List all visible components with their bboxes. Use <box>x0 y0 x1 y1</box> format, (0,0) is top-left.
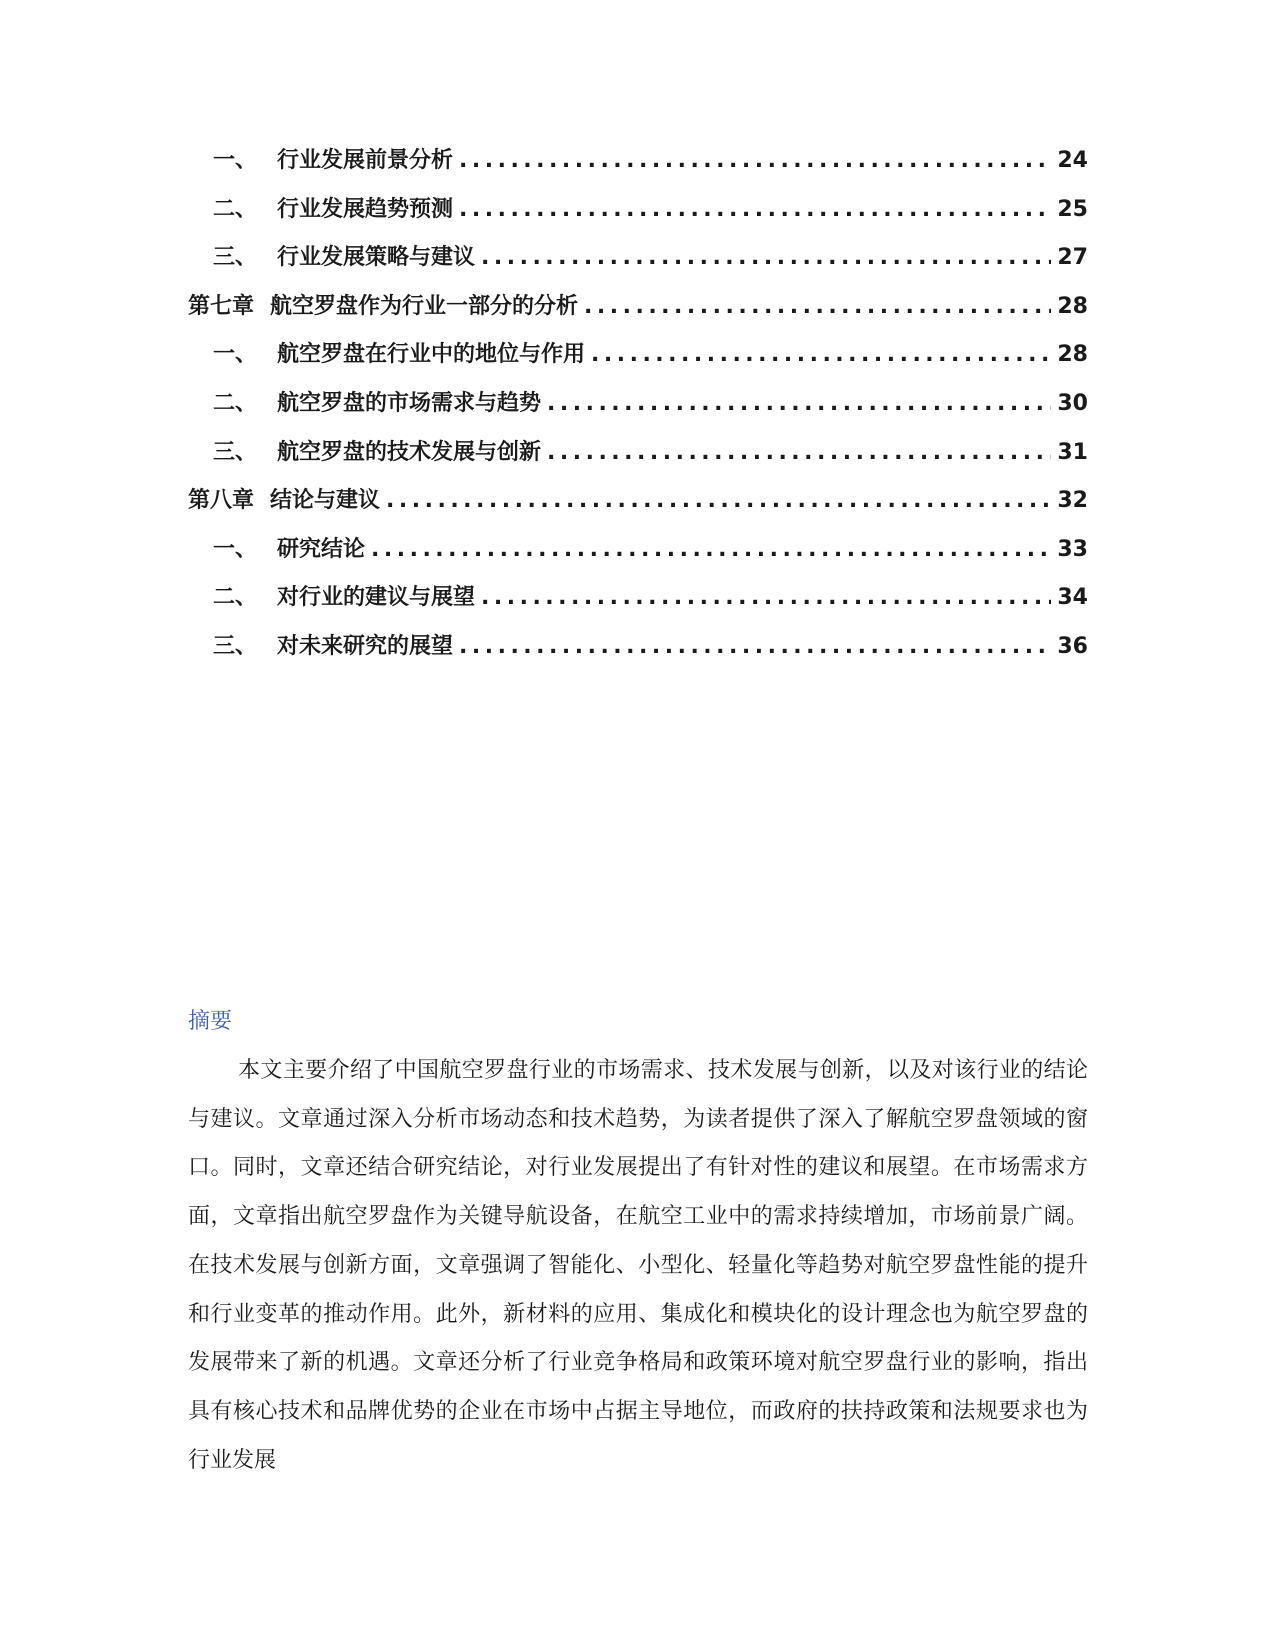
toc-entry-title: 航空罗盘的市场需求与趋势 <box>277 390 542 416</box>
toc-dot-leader <box>371 534 1051 566</box>
toc-entry-title: 行业发展趋势预测 <box>277 196 454 222</box>
toc-entry-number: 一、 <box>213 148 258 173</box>
toc-entry-page: 24 <box>1057 148 1088 173</box>
toc-entry-title: 航空罗盘的技术发展与创新 <box>277 439 542 465</box>
toc-entry-title: 对行业的建议与展望 <box>277 585 476 611</box>
toc-dot-leader <box>459 145 1051 177</box>
toc-entry-page: 31 <box>1057 439 1088 465</box>
toc-chapter-number: 第八章 <box>188 488 255 514</box>
toc-dot-leader <box>591 339 1051 371</box>
toc-entry-number: 一、 <box>213 342 258 368</box>
toc-entry-number: 三、 <box>213 633 258 659</box>
toc-entry[interactable] <box>188 534 1088 583</box>
toc-entry[interactable] <box>188 145 1088 194</box>
toc-entry[interactable] <box>188 582 1088 631</box>
toc-chapter-title: 航空罗盘作为行业一部分的分析 <box>270 293 579 319</box>
toc-entry-number: 二、 <box>213 390 258 416</box>
toc-dot-leader <box>481 582 1051 614</box>
toc-entry-title: 对未来研究的展望 <box>277 633 454 659</box>
toc-entry-title: 行业发展前景分析 <box>277 148 454 173</box>
toc-chapter-entry[interactable] <box>188 291 1088 340</box>
toc-entry-title: 航空罗盘在行业中的地位与作用 <box>277 342 586 368</box>
toc-entry-page: 34 <box>1057 585 1088 611</box>
toc-dot-leader <box>386 485 1051 517</box>
toc-entry-number: 三、 <box>213 439 258 465</box>
toc-chapter-number: 第七章 <box>188 293 255 319</box>
toc-entry[interactable] <box>188 388 1088 437</box>
toc-entry-title: 研究结论 <box>277 536 366 562</box>
toc-dot-leader <box>547 437 1051 469</box>
toc-entry-title: 行业发展策略与建议 <box>277 245 476 271</box>
toc-entry-page: 32 <box>1057 488 1088 514</box>
toc-entry-number: 二、 <box>213 196 258 222</box>
toc-entry-page: 28 <box>1057 342 1088 368</box>
toc-entry-number: 二、 <box>213 585 258 611</box>
toc-dot-leader <box>481 242 1051 274</box>
toc-dot-leader <box>459 194 1051 226</box>
toc-entry-number: 一、 <box>213 536 258 562</box>
toc-entry[interactable] <box>188 194 1088 243</box>
toc-entry[interactable] <box>188 339 1088 388</box>
toc-dot-leader <box>459 631 1051 663</box>
toc-chapter-entry[interactable] <box>188 485 1088 534</box>
toc-entry-page: 25 <box>1057 196 1088 222</box>
toc-entry-page: 28 <box>1057 293 1088 319</box>
toc-entry[interactable] <box>188 631 1088 680</box>
toc-chapter-title: 结论与建议 <box>270 488 381 514</box>
toc-dot-leader <box>547 388 1051 420</box>
table-of-contents <box>188 145 1088 680</box>
toc-entry-page: 30 <box>1057 390 1088 416</box>
abstract-heading: 摘要 <box>188 1009 233 1034</box>
toc-entry[interactable] <box>188 242 1088 291</box>
toc-entry-number: 三、 <box>213 245 258 271</box>
toc-entry-page: 27 <box>1057 245 1088 271</box>
abstract-paragraph: 本文主要介绍了中国航空罗盘行业的市场需求、技术发展与创新，以及对该行业的结论与建议。文章通过深入分析市场动态和技术趋势，为读者提供了深入了解航空罗盘领域的窗口。同时，文章还结合研究结论，对行业发展提出了有针对性的建议和展望。在市场需求方面，文章指出航空罗盘作为关键导航设备，在航空工业中的需求持续增加，市场前景广阔。在技术发展与创新方面，文章强调了智能化、小型化、轻量化等趋势对航空罗盘性能的提升和行业变革的推动作用。此外，新材料的应用、集成化和模块化的设计理念也为航空罗盘的发展带来了新的机遇。文章还分析了行业竞争格局和政策环境对航空罗盘行业的影响，指出具有核心技术和品牌优势的企业在市场中占据主导地位，而政府的扶持政策和法规要求也为行业发展 <box>188 1058 1088 1473</box>
toc-entry-page: 36 <box>1057 633 1088 659</box>
toc-entry[interactable] <box>188 437 1088 486</box>
toc-entry-page: 33 <box>1057 536 1088 562</box>
toc-dot-leader <box>584 291 1051 323</box>
